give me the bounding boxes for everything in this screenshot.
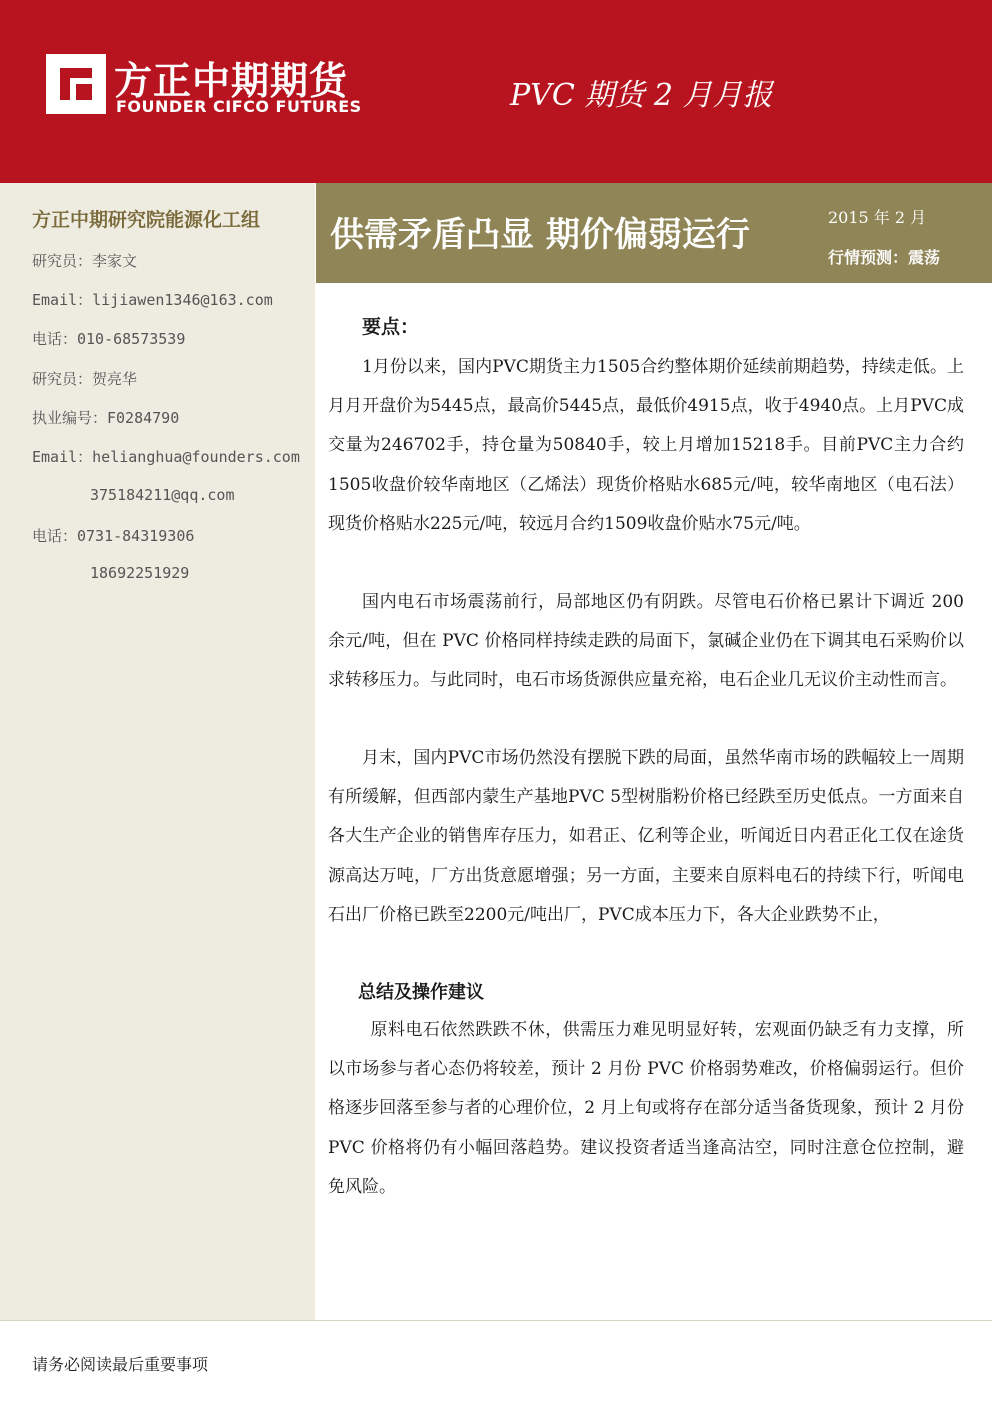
analyst-1-phone: 电话：010-68573539 — [32, 330, 186, 348]
logo-english-name: FOUNDER CIFCO FUTURES — [116, 97, 362, 116]
summary-title: 总结及操作建议 — [358, 982, 484, 1003]
analyst-2-mobile: 18692251929 — [90, 564, 190, 582]
research-group-name: 方正中期研究院能源化工组 — [32, 209, 261, 231]
analyst-1-name: 研究员：李家文 — [32, 252, 138, 270]
report-date: 2015 年 2 月 — [828, 208, 927, 227]
headline: 供需矛盾凸显 期价偏弱运行 — [330, 215, 750, 255]
disclaimer-note: 请务必阅读最后重要事项 — [32, 1355, 209, 1374]
market-forecast: 行情预测：震荡 — [828, 248, 941, 267]
analyst-2-name: 研究员：贺亮华 — [32, 370, 138, 388]
key-points-title: 要点： — [362, 316, 420, 338]
paragraph-1: 1月份以来，国内PVC期货主力1505合约整体期价延续前期趋势，持续走低。上月月开盘价为5445点，最高价5445点，最低价4915点，收于4940点。上月PVC成交量为246702手，持仓量为50840手，较上月增加15218手。目前PVC主力合约1505收盘价较华南地区（乙烯法）现货价格贴水685元/吨，较华南地区（电石法）现货价格贴水225元/吨，较远月合约1509收盘价贴水75元/吨。 — [328, 357, 964, 534]
analyst-2-email[interactable]: Email：helianghua@founders.com — [32, 448, 300, 466]
founder-logo-icon — [46, 54, 106, 114]
report-title: PVC 期货 2 月月报 — [510, 78, 773, 113]
analyst-2-license: 执业编号：F0284790 — [32, 409, 180, 427]
paragraph-2: 国内电石市场震荡前行，局部地区仍有阴跌。尽管电石价格已累计下调近 200 余元/吨，但在 PVC 价格同样持续走跌的局面下，氯碱企业仍在下调其电石采购价以求转移压力。与此同时，电石市场货源供应量充裕，电石企业几无议价主动性而言。 — [328, 592, 964, 691]
paragraph-3: 月末，国内PVC市场仍然没有摆脱下跌的局面，虽然华南市场的跌幅较上一周期有所缓解，但西部内蒙生产基地PVC 5型树脂粉价格已经跌至历史低点。一方面来自各大生产企业的销售库存压力，如君正、亿利等企业，听闻近日内君正化工仅在途货源高达万吨，厂方出货意愿增强；另一方面，主要来自原料电石的持续下行，听闻电石出厂价格已跌至2200元/吨出厂，PVC成本压力下，各大企业跌势不止， — [328, 748, 964, 925]
logo-chinese-name: 方正中期期货 — [114, 59, 349, 103]
analyst-1-email[interactable]: Email：lijiawen1346@163.com — [32, 291, 273, 309]
analyst-2-email-alt[interactable]: 375184211@qq.com — [90, 486, 235, 504]
summary-paragraph: 原料电石依然跌跌不休，供需压力难见明显好转，宏观面仍缺乏有力支撑，所以市场参与者心态仍将较差，预计 2 月份 PVC 价格弱势难改，价格偏弱运行。但价格逐步回落至参与者的心理价位，2 月上旬或将存在部分适当备货现象，预计 2 月份 PVC 价格将仍有小幅回落趋势。建议投资者适当逢高沽空，同时注意仓位控制，避免风险。 — [328, 1020, 964, 1197]
analyst-2-phone: 电话：0731-84319306 — [32, 527, 195, 545]
footer-divider — [0, 1320, 992, 1321]
sidebar — [0, 183, 315, 1320]
